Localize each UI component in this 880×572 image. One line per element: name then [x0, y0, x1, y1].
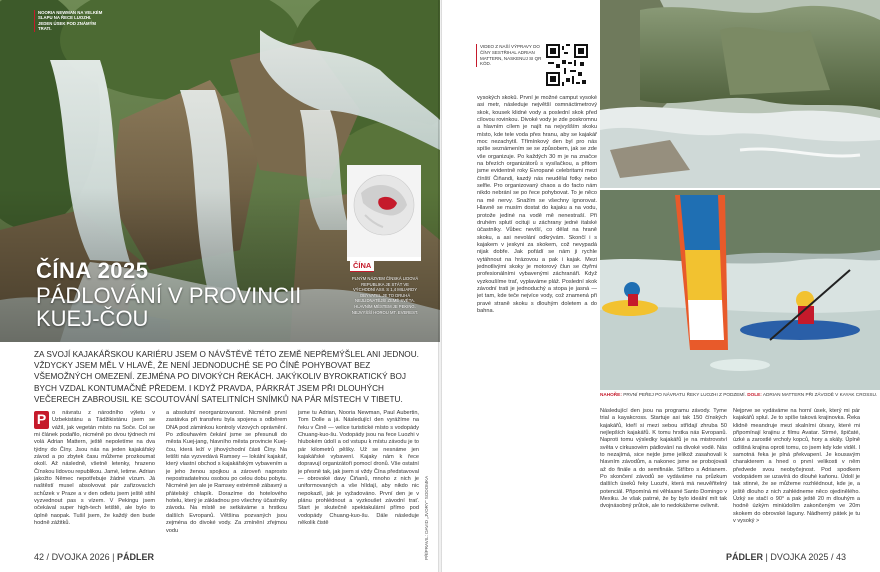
footer-separator: |: [765, 552, 768, 562]
caption-label-bottom: DOLE:: [747, 392, 762, 397]
body-column-1: [34, 410, 155, 528]
lead-paragraph: ZA SVOJÍ KAJAKÁŘSKOU KARIÉRU JSEM O NÁVŠTĚVĚ TÉTO ZEMĚ NEPŘEMÝŠLEL ANI JEDNOU. VŽDYCKY JSEM MĚL V HLAVĚ, ŽE NENÍ JEDNODUCHÉ SE PO ČÍNĚ POHYBOVAT BEZ VŠEMOŽNÝCH OMEZENÍ. ZEJMÉNA PO DIVOKÝCH ŘEKÁCH. JAKÝKOLIV BYROKRATICKÝ BOJ BYCH VZDAL KONTUMAČNĚ PŘEDEM. I KDYŽ PRAVDA, PÁRKRÁT JSEM PŘI DLOUHÝCH VEČERECH ZABROUSIL KE SCOUTOVÁNÍ SATELITNÍCH SNÍMKŮ NA PÁR MÍSTECH V TIBETU.: [34, 350, 420, 404]
china-label: ČÍNA: [350, 260, 374, 272]
hero-photo-waterfall: [0, 0, 440, 342]
caption-label-top: NAHOŘE:: [600, 392, 622, 397]
column-1-text: o návratu z národního výletu v Uzbekistánu a Tádžikistánu jsem se vážil, jak vegetán místo na Soče. Col se mi článek podařilo, nicméně po dvou týdnech mi volá Adrian Mattern, ještě nepoletíme na dva týdny do Číny. Jsou nás na jeden kajakářský závod a po zbytek času můžeme prozkoumat okolí. Až následně, všetně letenky, hrazeno Čínskou lidovou republikou. Jamé, letime. Adrian jakožto Němec nepotřebuje žádné vízum. Já naštěstí musel absolvovat pár zařizovacích schůzek v Praze a v den odletu jsem ještě stihl vyzvednout pas s vízem. V Pekingu jsem očekával super high-tech letiště, ale bylo to úplně naopak. Tušil jsem, že každý den bude hodně zážitků.: [34, 410, 155, 527]
qr-caption: VIDEO Z NAŠÍ VÝPRAVY DO ČÍNY SESTŘIHAL ADRIAN MATTERN, NASKENUJ SI QR KÓD.: [476, 44, 544, 67]
body-column-3: jsme tu Adrian, Nooria Newman, Paul Aubertin, Tom Dolle a já. Následující den vyrážíme na řeku v Čině — velice turistické místo s vodopády Chuang-kuo-šu. Vodopády jsou na řece Luozhi v hlubokém údolí a od vstupu k místu závodu je to pár kilometrů pěšky. Už se nesnáme jen kajakářské vybavení. Kajaky nám k řece dopravují organizátoři pomocí dronů. Vše ostatní je přesně tak, jak jsem si vždy Čína představoval — obrovské davy Čiňanů, mnoho z nich je uniformovaných a vše hlídají, aby nikdo nic nepokazil, jak je vyžadováno. První den je v plánu prohlédnout a vyzkoušet závodní trať. Start je skutečně spektakulární přímo pod vodopády Chuang-kuo-šu. Dále následuje několik čistě: [298, 410, 419, 527]
footer-right: [726, 552, 846, 562]
right-page: [440, 0, 880, 572]
magazine-brand: PÁDLER: [726, 552, 764, 562]
body-column-right-3: Nejprve se vydáváme na horní úsek, který mi pár kajakářů splul. Je to spíše taková krajinovka. Řeka klidně meandruje mezi skalními útvary, které mi připomínají krajinu z filmu Avatar. Strmé, špičaté, úzké a zarostlé vrcholy kopců, hory a skály. Úplně odlišná krajina oproti tomu, co jsem kdy kde viděl. I samotná řeka je plná překvapení. Je kousavým charakterem a hned o první velikosti v něm předvede svou neobyčejnost. Pod spodkem vodopádem se uzavírá do dlouhé kaňonu. Údolí je tak stinné, že se můžeme rozhlédnout, kde je, a ještě dlouho z nich zahlédneme něco ojedinělého. Úzký se stačí o 90° a pak ještě 20 m dlouhým a hodně úzkým miniúdolím zakončeným ve 20m skokem do obrovské laguny. Nádherný pátek je tu v vysoký >: [733, 408, 860, 525]
footer-separator: |: [112, 552, 115, 562]
qr-block: [476, 44, 591, 88]
footer-separator: /: [830, 552, 834, 562]
globe-map: [347, 165, 421, 261]
magazine-brand: PÁDLER: [116, 552, 154, 562]
body-column-right-1: vysokých skoků. První je možné camput vysoké asi metr, následuje největší osmnáctimetrový skok, kousek klidné vody a poslední skok před cílovou rovinkou. Divoké vody je zde poskromnu a hlavním cílem je najít na nejvyšším skoku místo, kde tele voda přes hranu, aby se kajakář moc nezachytil. Třímínkový den byl pro nás spíše seznámením se se způsobem, jak se zde vše organizuje. Po každých 30 m je na značce na březích organizátorů s vysílačkou, a přitom jsme evidentně roky Evropané celebritami mezi čínští Čiňandi, kazdý nás neudělal fotky nebo selfie. Pro organizovaný chaos a do facto nám nikdo nebrání se po řece pohybovat. To je něco na mé nervy. Snažím se všechny ignorovat. Hlavně se musím dostat do kajaku a na vodu, protože jediné na vodě mě nenestraší. Při druhém splutí ocituji u záchrany jedné italské účastníky. Vůbec nevíší, co dělat na hraně skoku, a asi nevolání odkrývám. Skončí i s kajakem v jeskyni za skokem, což nevypadá nijak dobře. Jak pořádí se nám ji rychle vytáhnout na hrázovou a pak i kajak. Mezi jednotlivými skoky je motorový člun se čtyřmi profesionálními vybavenými záchranáři. Když vyzkoušíme trať, vyplaváme pláž. Poslední skok závodní trati je jednoduchý a stopa je jasná — jet tam, kde teče nejvíce vody, což znamená při pravé straně skoku s dlouhým doletem a do bahna.: [477, 95, 597, 314]
china-facts-box: [350, 255, 420, 325]
article-title: [36, 258, 301, 330]
body-columns-left: [34, 410, 419, 550]
photo-caption: NOORIA NEWMAN NA VELKÉM SLAPU NA ŘECE LUOZHI. JEDEN ÚSEK POD ZNÁMÝM TRATI.: [34, 10, 104, 32]
page-number: 43: [835, 552, 846, 562]
globe-china-map-icon: [347, 165, 421, 257]
footer-separator: /: [46, 552, 50, 562]
photo-river-rapid: [600, 0, 880, 188]
kayak-cross-image: [600, 190, 880, 390]
body-column-right-2: Následující den jsou na programu závody. Tyme trial a kayakcross. Startuje asi tak 150 čínských kajakářů, kteří si mezi sebou střídají zhruba 50 nejlepších kajakářů. K tomu hrstka nás Evropanů. Naproti tomu výsledky kajakářů je na mistrovství světa v cirkusovém pádlování na divoké vodě. Nás to nezajímá, sice nejde jsme jelikož zasahovali k hlavním závodům, a nakonec jsme se probojovali až do finále a do semifinále. Stříbro s Adrianem. Po skončení závodů se vydáváme na průzkum dalších úseků řeky Luozhi, která má neuvěřitelný potenciál. Připomíná mi věhlasné Santo Domingo v Mexiku. Je však patrné, že by bylo ideální mít tak dvojnásobný průtok, ale to nedokážeme ovlivnit.: [600, 408, 727, 510]
page-number: 42: [34, 552, 45, 562]
title-line-1: ČÍNA 2025: [36, 258, 149, 283]
title-line-2: PÁDLOVÁNÍ V PROVINCII: [36, 283, 302, 308]
qr-code-icon[interactable]: [546, 44, 588, 86]
dropcap: P: [34, 411, 49, 429]
photo-caption-right: [600, 392, 880, 398]
title-line-3: KUEJ-ČOU: [36, 306, 149, 331]
caption-text-bottom: ADRIAN MATTERN PŘI ZÁVODĚ V KAYAK CROSSU.: [762, 392, 878, 397]
spread-gutter: [438, 0, 442, 572]
river-rapid-image: [600, 0, 880, 188]
photo-credit: PŘÍPRAVIL: DAVID „JVORY“ SODOMKA: [424, 475, 429, 560]
footer-left: [34, 552, 154, 562]
china-facts-text: PLNÝM NÁZVEM ČÍNSKÁ LIDOVÁ REPUBLIKA JE STÁT VE VÝCHODNÍ ASII. S 1,4 MILIARDY OBYVATEL JE TO DRUHÁ NEJLIDNATĚJŠÍ ZEMĚ SVĚTA. HLAVNÍM MĚSTEM JE PEKING. NEJVYŠŠÍ HOROU MT. EVEREST.: [351, 276, 419, 315]
photo-kayak-cross: [600, 190, 880, 390]
issue-label: DVOJKA 2026: [51, 552, 110, 562]
body-column-2: a absolutní neorganizovanost. Nicméně první zastávka při transferu byla spojena s odběrem DNA pod záminkou kontroly vízových oprávnění. Po zdlouhavém čekání jsme se přesunuli do města Kuej-jang, hlavního města provincie Kuej-čou, která leží v jihovýchodní části Číny. Na letišti nás vyzvedává Ramsey — lokální kajakář, který vlastní obchod s kajakářským vybavením a je jeho ženou spojkou a zároveň naprosto nepostradatelnou osobou po celou dobu pobytu. Nicméně jen ale je Ramsey extrémně zábavný a přátelský chlapík. Dorazíme do hotelového hotelu, který je základnou pro všechny účastníky závodu. Na místě se setkáváme s hrstkou dalších Evropanů. Většina pozvaných jsou zejména do divoké vody. Za zmínění zřejmou vodu: [166, 410, 287, 534]
caption-text-top: PRVNÍ PEŘEJ PO NÁVRATU ŘEKY LUOZHI Z PODZEMÍ.: [623, 392, 746, 397]
issue-label: DVOJKA 2025: [770, 552, 829, 562]
